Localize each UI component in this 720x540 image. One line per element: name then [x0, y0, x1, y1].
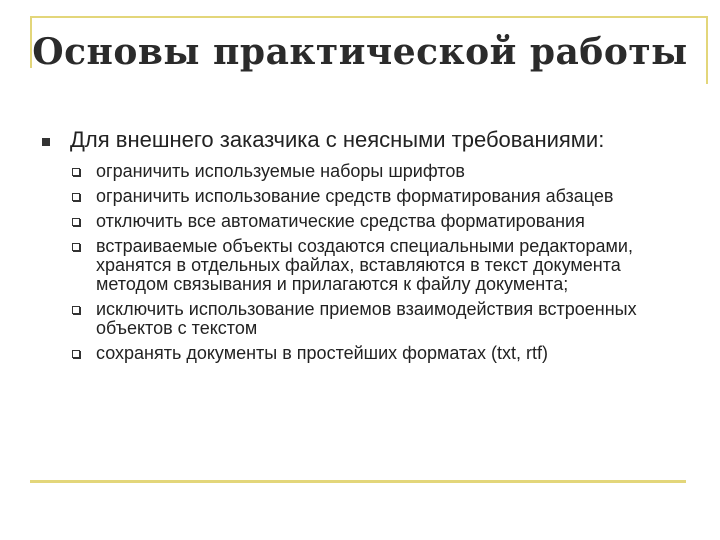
- hollow-square-bullet-icon: [72, 168, 80, 176]
- sub-list-item: [70, 344, 698, 363]
- frame-bottom-line: [30, 480, 686, 483]
- sub-list-item: [70, 187, 698, 206]
- main-list-item: [38, 128, 698, 152]
- sub-list-item: [70, 237, 698, 294]
- sub-item-text: сохранять документы в простейших форматах (txt, rtf): [96, 343, 549, 363]
- hollow-square-bullet-icon: [72, 218, 80, 226]
- sub-item-text: встраиваемые объекты создаются специальными редакторами, хранятся в отдельных файлах, вставляются в текст документа методом связывания и прилагаются к файлу документа;: [96, 236, 633, 294]
- sub-list: [38, 162, 698, 363]
- sub-list-item: [70, 162, 698, 181]
- hollow-square-bullet-icon: [72, 243, 80, 251]
- hollow-square-bullet-icon: [72, 193, 80, 201]
- sub-list-item: [70, 212, 698, 231]
- frame-top-line: [30, 16, 708, 18]
- hollow-square-bullet-icon: [72, 306, 80, 314]
- sub-item-text: ограничить используемые наборы шрифтов: [96, 161, 465, 181]
- square-bullet-icon: [42, 138, 50, 146]
- slide-content: [38, 128, 698, 369]
- sub-item-text: ограничить использование средств форматирования абзацев: [96, 186, 614, 206]
- slide-title: Основы практической работы: [32, 31, 688, 73]
- main-item-text: Для внешнего заказчика с неясными требованиями:: [70, 127, 605, 152]
- sub-list-item: [70, 300, 698, 338]
- hollow-square-bullet-icon: [72, 350, 80, 358]
- sub-item-text: исключить использование приемов взаимодействия встроенных объектов с текстом: [96, 299, 637, 338]
- sub-item-text: отключить все автоматические средства форматирования: [96, 211, 585, 231]
